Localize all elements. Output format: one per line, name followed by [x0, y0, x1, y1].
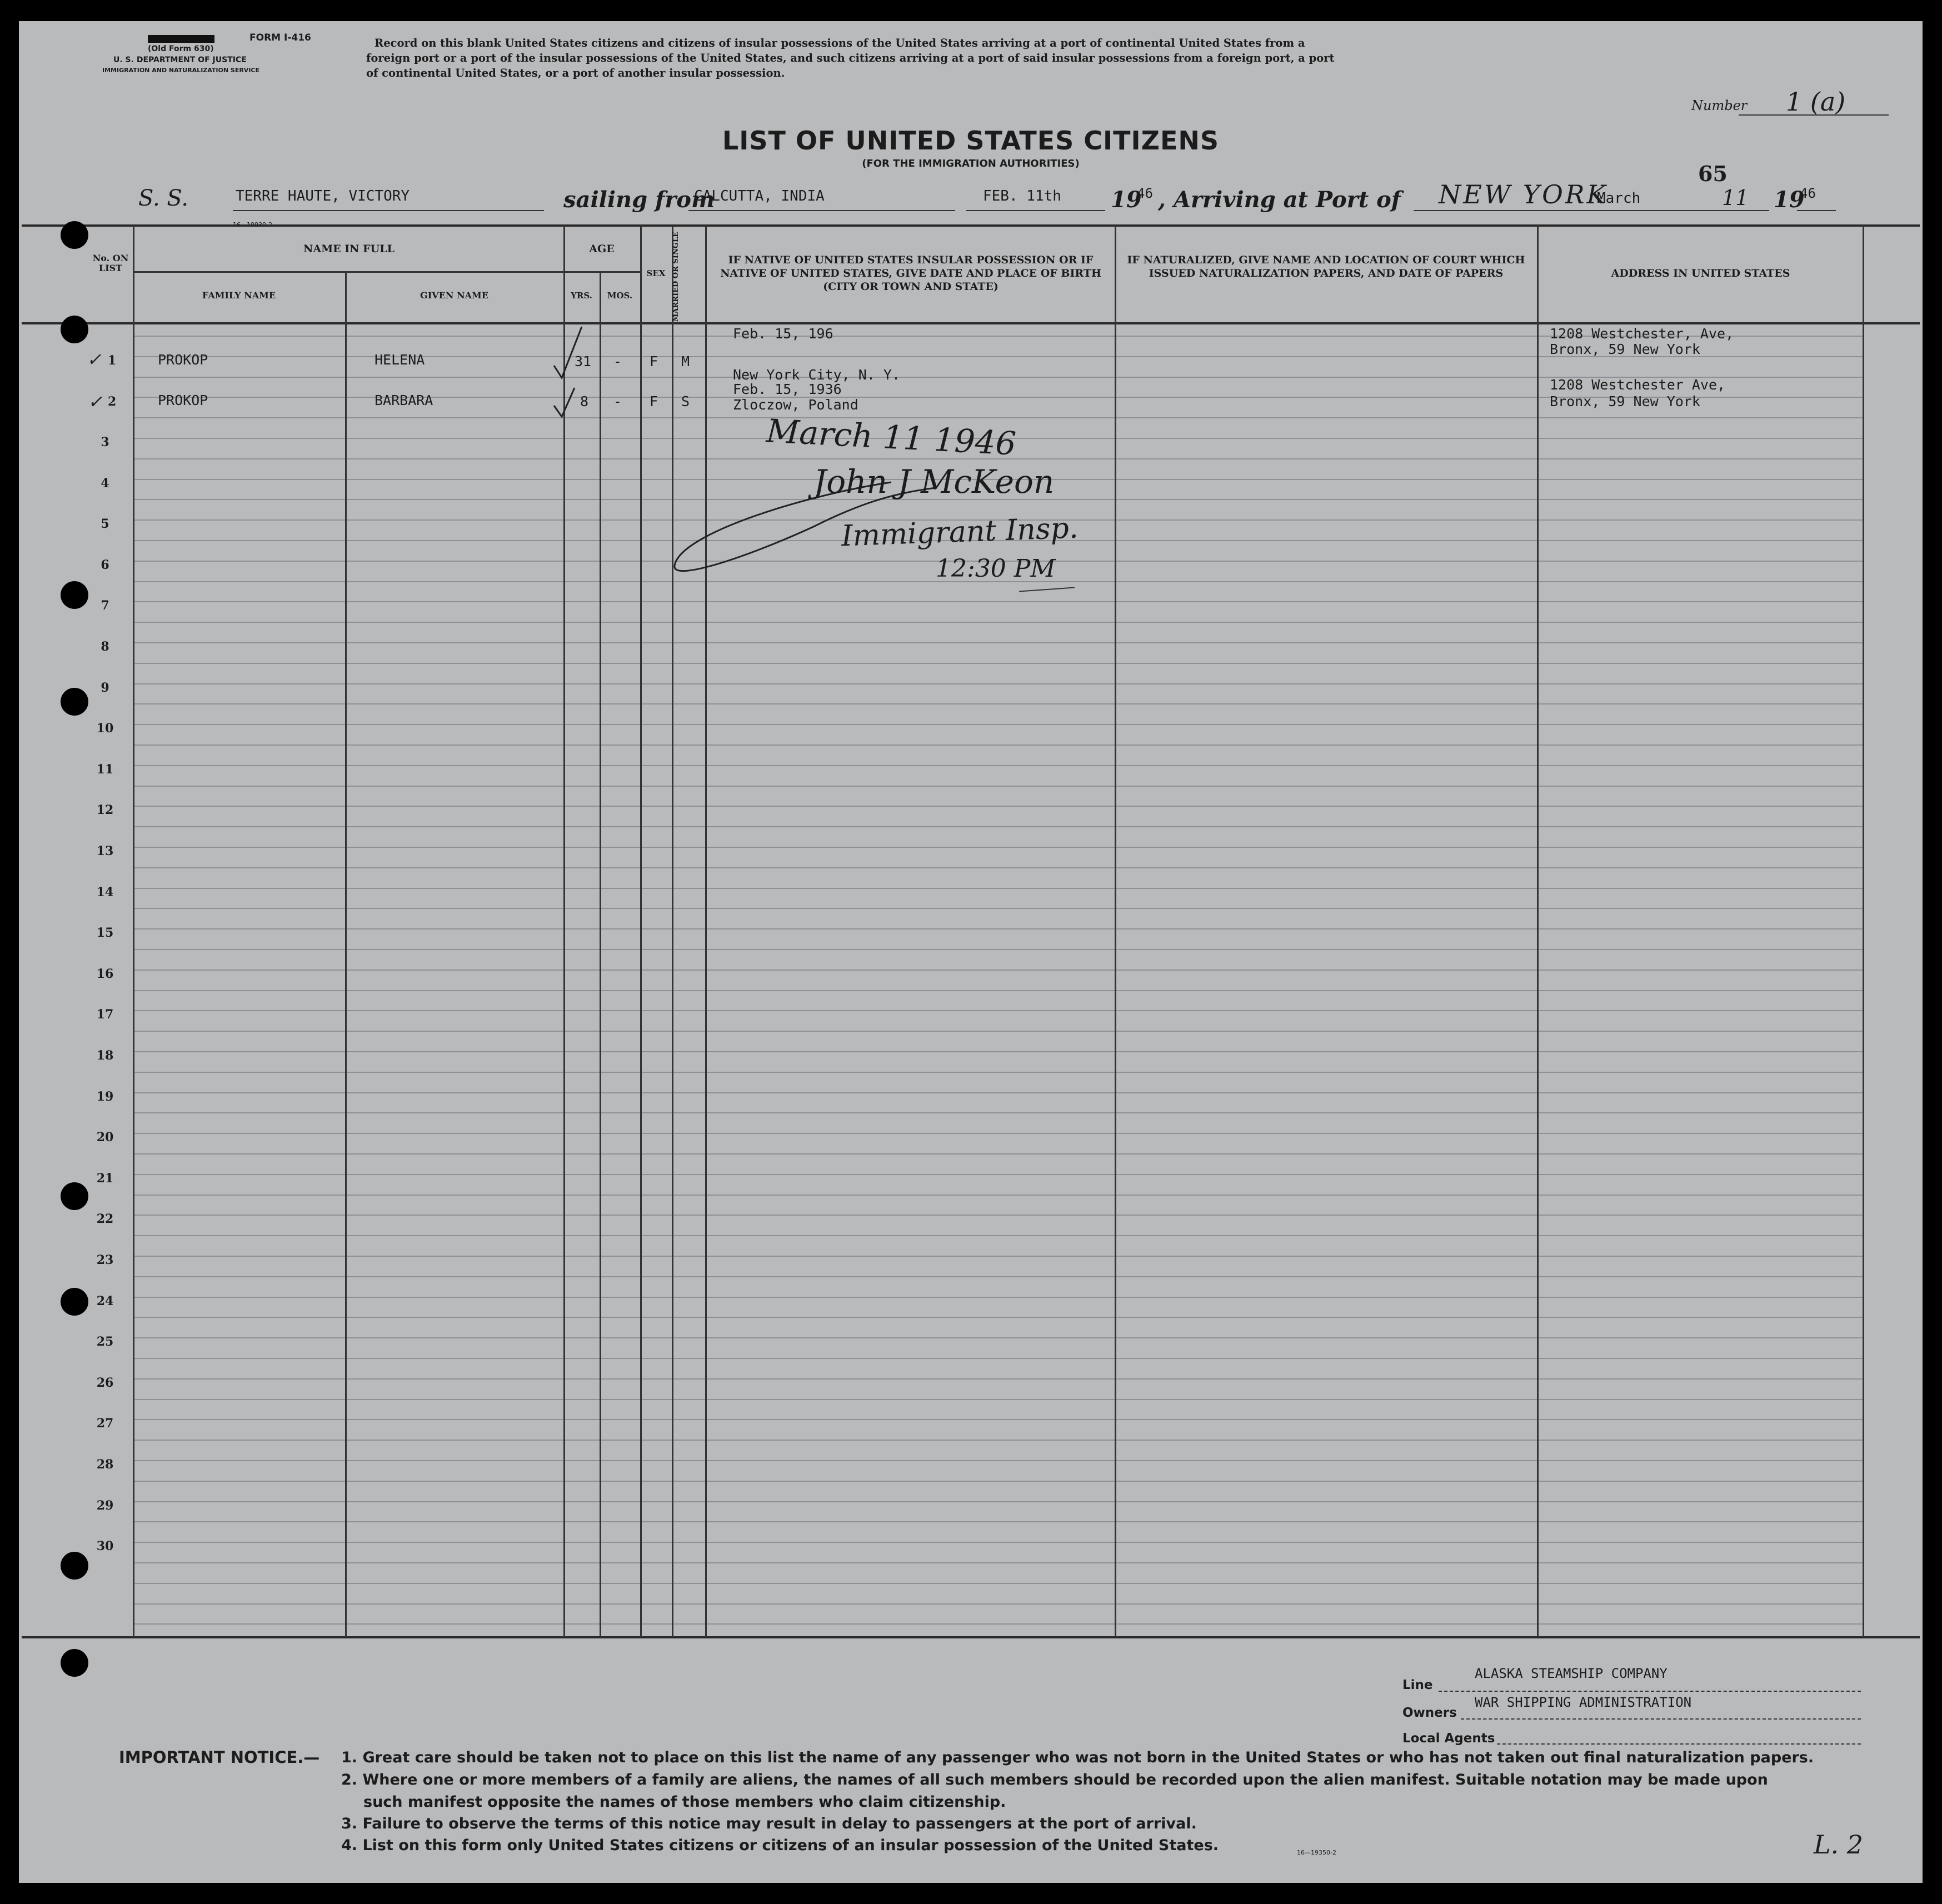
ruled-line — [133, 1378, 1863, 1380]
depart-date: FEB. 11th — [983, 188, 1061, 204]
address-line-1-cell: 1208 Westchester, Ave, — [1550, 326, 1734, 342]
owners-label: Owners — [1402, 1706, 1457, 1720]
sailing-from-label: sailing from — [563, 187, 715, 213]
row-checkmark: ✓ — [88, 391, 103, 412]
row-number: 28 — [96, 1457, 114, 1472]
header-sex: SEX — [646, 268, 666, 278]
binder-hole — [61, 581, 88, 609]
ruled-line — [133, 928, 1863, 929]
header-given-name: GIVEN NAME — [420, 290, 488, 301]
ruled-line — [133, 765, 1863, 766]
col-line-7 — [705, 226, 707, 1637]
ruled-line — [133, 744, 1863, 746]
handwritten-date: March 11 1946 — [765, 412, 1017, 463]
time-underline — [1019, 587, 1075, 592]
ruled-line — [133, 1235, 1863, 1236]
line-label: Line — [1402, 1678, 1433, 1692]
instruction-line-1: Record on this blank United States citizens and citizens of insular possessions of the United States arriving at a port of continental United States from a — [375, 37, 1305, 49]
arrival-year-prefix: 19 — [1774, 187, 1805, 213]
ruled-line — [133, 1583, 1863, 1584]
birth-date-cell: Feb. 15, 1936 — [733, 381, 842, 397]
binder-hole — [61, 1288, 88, 1316]
arrival-port-underline — [1414, 210, 1769, 211]
ruled-line — [133, 1010, 1863, 1011]
line-underline — [1439, 1691, 1861, 1692]
row-number: 6 — [101, 558, 109, 572]
ruled-line — [133, 1337, 1863, 1338]
notice-item-2-continued: such manifest opposite the names of those members who claim citizenship. — [363, 1793, 1006, 1811]
arrival-port: NEW YORK — [1439, 179, 1608, 209]
col-line-9 — [1537, 226, 1539, 1637]
col-line-6 — [672, 226, 673, 1637]
ruled-line — [133, 1460, 1863, 1461]
form-number: FORM I-416 — [249, 32, 311, 43]
binder-hole — [61, 221, 88, 249]
row-number: 27 — [96, 1416, 114, 1431]
page-title: LIST OF UNITED STATES CITIZENS — [722, 126, 1220, 156]
redaction-bar — [148, 35, 214, 43]
header-bottom-border — [22, 322, 1920, 324]
ship-name: TERRE HAUTE, VICTORY — [236, 188, 410, 204]
ruled-line — [133, 663, 1863, 664]
notice-heading: IMPORTANT NOTICE.— — [119, 1748, 320, 1767]
ruled-line — [133, 724, 1863, 725]
ruled-line — [133, 683, 1863, 684]
ruled-line — [133, 642, 1863, 643]
family-name-cell: PROKOP — [158, 392, 208, 408]
owners-value: WAR SHIPPING ADMINISTRATION — [1475, 1695, 1692, 1710]
ruled-line — [133, 1358, 1863, 1359]
page-subtitle: (FOR THE IMMIGRATION AUTHORITIES) — [862, 158, 1080, 169]
sailing-from-value: CALCUTTA, INDIA — [694, 188, 825, 204]
ruled-line — [133, 1195, 1863, 1196]
ruled-line — [133, 1276, 1863, 1277]
ruled-line — [133, 1419, 1863, 1420]
header-address: ADDRESS IN UNITED STATES — [1611, 267, 1790, 279]
ship-underline — [233, 210, 544, 211]
binder-hole — [61, 316, 88, 343]
row-number: 25 — [96, 1335, 114, 1349]
ruled-line — [133, 1215, 1863, 1216]
col-line-3 — [563, 226, 565, 1637]
row-number: 26 — [96, 1376, 114, 1390]
ruled-line — [133, 1521, 1863, 1522]
row-number: 24 — [96, 1294, 114, 1308]
manifest-sheet — [19, 21, 1923, 1883]
header-age: AGE — [589, 243, 615, 255]
row-number: 8 — [101, 639, 109, 654]
ruled-line — [133, 1481, 1863, 1482]
row-number: 19 — [96, 1090, 114, 1104]
age-mos-cell: - — [613, 353, 622, 369]
birth-date-cell: Feb. 15, 196 — [733, 326, 833, 342]
age-subheader-line — [565, 271, 642, 273]
age-check-strokes — [550, 321, 627, 432]
ruled-line — [133, 417, 1863, 418]
address-line-1-cell: 1208 Westchester Ave, — [1550, 377, 1726, 393]
ruled-line — [133, 867, 1863, 868]
row-number: 23 — [96, 1253, 114, 1267]
ruled-line — [133, 703, 1863, 704]
ruled-line — [133, 1256, 1863, 1257]
row-number: 5 — [101, 517, 109, 531]
ruled-line — [133, 1051, 1863, 1052]
col-line-8 — [1115, 226, 1116, 1637]
header-family-name: FAMILY NAME — [202, 290, 276, 301]
birth-place-cell: Zloczow, Poland — [733, 397, 858, 413]
ruled-line — [133, 888, 1863, 889]
header-yrs: YRS. — [571, 291, 592, 301]
header-name-in-full: NAME IN FULL — [303, 243, 395, 255]
ruled-line — [133, 949, 1863, 950]
ruled-line — [133, 1133, 1863, 1134]
print-code-bottom: 16—19350-2 — [1297, 1849, 1336, 1856]
binder-hole — [61, 1552, 88, 1580]
service: IMMIGRATION AND NATURALIZATION SERVICE — [102, 67, 260, 74]
line-value: ALASKA STEAMSHIP COMPANY — [1475, 1666, 1668, 1681]
arrival-year-underline — [1797, 210, 1836, 211]
ruled-line — [133, 1072, 1863, 1073]
col-line-1 — [133, 226, 134, 1637]
number-value: 1 (a) — [1786, 87, 1846, 117]
arriving-label: , Arriving at Port of — [1158, 187, 1401, 213]
row-number: 9 — [101, 681, 109, 695]
ruled-line — [133, 1031, 1863, 1032]
depart-year-prefix: 19 — [1111, 187, 1142, 213]
ruled-line — [133, 1623, 1863, 1625]
ruled-line — [133, 826, 1863, 827]
given-name-cell: HELENA — [375, 352, 425, 368]
ruled-line — [133, 1603, 1863, 1605]
agents-label: Local Agents — [1402, 1731, 1495, 1746]
row-number: 18 — [96, 1048, 114, 1063]
row-checkmark: ✓ — [87, 349, 102, 370]
row-number: 30 — [96, 1539, 114, 1553]
header-mos: MOS. — [607, 291, 633, 301]
ruled-line — [133, 1501, 1863, 1502]
ruled-line — [133, 1297, 1863, 1298]
corner-mark: L. 2 — [1814, 1830, 1864, 1860]
col-line-2 — [345, 271, 347, 1637]
ruled-line — [133, 1092, 1863, 1093]
row-number: 4 — [101, 476, 109, 491]
ruled-line — [133, 1112, 1863, 1113]
row-number: 21 — [96, 1171, 114, 1186]
row-number: 16 — [96, 967, 114, 981]
row-number: 20 — [96, 1130, 114, 1145]
department: U. S. DEPARTMENT OF JUSTICE — [113, 56, 247, 64]
header-naturalized-info: IF NATURALIZED, GIVE NAME AND LOCATION OF COURT WHICH ISSUED NATURALIZATION PAPERS, AND DATE OF PAPERS — [1127, 254, 1525, 279]
ruled-line — [133, 908, 1863, 909]
sex-cell: F — [650, 393, 658, 409]
ruled-line — [133, 601, 1863, 602]
ruled-line — [133, 1174, 1863, 1175]
row-number: 12 — [96, 803, 114, 817]
print-code-top: 16—19930-2 — [233, 221, 272, 228]
ruled-line — [133, 970, 1863, 971]
row-number: 22 — [96, 1212, 114, 1226]
depart-year: 46 — [1137, 186, 1153, 201]
address-line-2-cell: Bronx, 59 New York — [1550, 393, 1700, 409]
row-number: 2 — [108, 394, 117, 409]
binder-hole — [61, 688, 88, 716]
col-line-5 — [640, 226, 642, 1637]
marital-cell: M — [681, 353, 690, 369]
ruled-line — [133, 806, 1863, 807]
notice-item-1: 1. Great care should be taken not to place on this list the name of any passenger who was not born in the United States or who has not taken out final naturalization papers. — [341, 1749, 1814, 1766]
ruled-line — [133, 1399, 1863, 1400]
ruled-line — [133, 1153, 1863, 1155]
address-line-2-cell: Bronx, 59 New York — [1550, 341, 1700, 357]
arrival-month: March — [1597, 190, 1641, 207]
handwritten-title: Immigrant Insp. — [841, 511, 1079, 553]
ruled-line — [133, 1440, 1863, 1441]
stamp-number: 65 — [1698, 161, 1728, 186]
notice-item-2: 2. Where one or more members of a family are aliens, the names of all such members should be recorded upon the alien manifest. Suitable notation may be made upon — [341, 1771, 1768, 1788]
old-form: (Old Form 630) — [148, 44, 214, 53]
ruled-line — [133, 622, 1863, 623]
age-mos-cell: - — [613, 393, 622, 409]
age-yrs-cell: 8 — [580, 393, 589, 409]
ruled-line — [133, 847, 1863, 848]
ss-label: S. S. — [138, 186, 189, 211]
row-number: 15 — [96, 926, 114, 940]
header-no-on-list: No. ON LIST — [92, 253, 129, 273]
col-line-10 — [1863, 226, 1864, 1637]
depart-date-underline — [966, 210, 1105, 211]
handwritten-signature: John J McKeon — [813, 463, 1055, 501]
number-label: Number — [1691, 98, 1748, 113]
instruction-line-3: of continental United States, or a port of another insular possession. — [366, 67, 785, 79]
sailing-from-underline — [688, 210, 955, 211]
binder-hole — [61, 1182, 88, 1210]
header-native-info: IF NATIVE OF UNITED STATES INSULAR POSSESSION OR IF NATIVE OF UNITED STATES, GIVE DATE AND PLACE OF BIRTH (CITY OR TOWN AND STATE) — [720, 254, 1101, 293]
col-line-4 — [600, 271, 601, 1637]
age-yrs-cell: 31 — [575, 353, 592, 369]
notice-item-4: 4. List on this form only United States citizens or citizens of an insular possession of the United States. — [341, 1837, 1219, 1854]
row-number: 10 — [96, 721, 114, 736]
ruled-line — [133, 1317, 1863, 1318]
handwritten-time: 12:30 PM — [936, 554, 1056, 583]
row-number: 3 — [101, 435, 109, 449]
row-number: 11 — [96, 762, 114, 777]
ruled-line — [133, 1542, 1863, 1543]
marital-cell: S — [681, 393, 690, 409]
ruled-line — [133, 1562, 1863, 1563]
header-married-or-single: MARRIED OR SINGLE — [672, 231, 680, 322]
row-number: 17 — [96, 1007, 114, 1022]
instruction-line-2: foreign port or a port of the insular possessions of the United States, and such citizens arriving at a port of said insular possessions from a foreign port, a port — [366, 52, 1335, 64]
notice-item-3: 3. Failure to observe the terms of this notice may result in delay to passengers at the port of arrival. — [341, 1815, 1197, 1832]
table-bottom-border — [22, 1636, 1920, 1638]
family-name-cell: PROKOP — [158, 352, 208, 368]
ruled-line — [133, 990, 1863, 991]
ruled-line — [133, 786, 1863, 787]
row-number: 7 — [101, 598, 109, 613]
name-subheader-line — [133, 271, 585, 273]
row-number: 29 — [96, 1498, 114, 1513]
row-number: 13 — [96, 844, 114, 858]
binder-hole — [61, 1649, 88, 1677]
agents-underline — [1497, 1743, 1861, 1745]
table-top-border — [22, 224, 1920, 227]
owners-underline — [1461, 1718, 1861, 1720]
birth-place-cell: New York City, N. Y. — [733, 367, 901, 383]
given-name-cell: BARBARA — [375, 392, 433, 408]
row-number: 1 — [108, 353, 117, 368]
arrival-day: 11 — [1722, 186, 1749, 210]
row-number: 14 — [96, 885, 114, 899]
arrival-year: 46 — [1800, 186, 1816, 201]
sex-cell: F — [650, 353, 658, 369]
